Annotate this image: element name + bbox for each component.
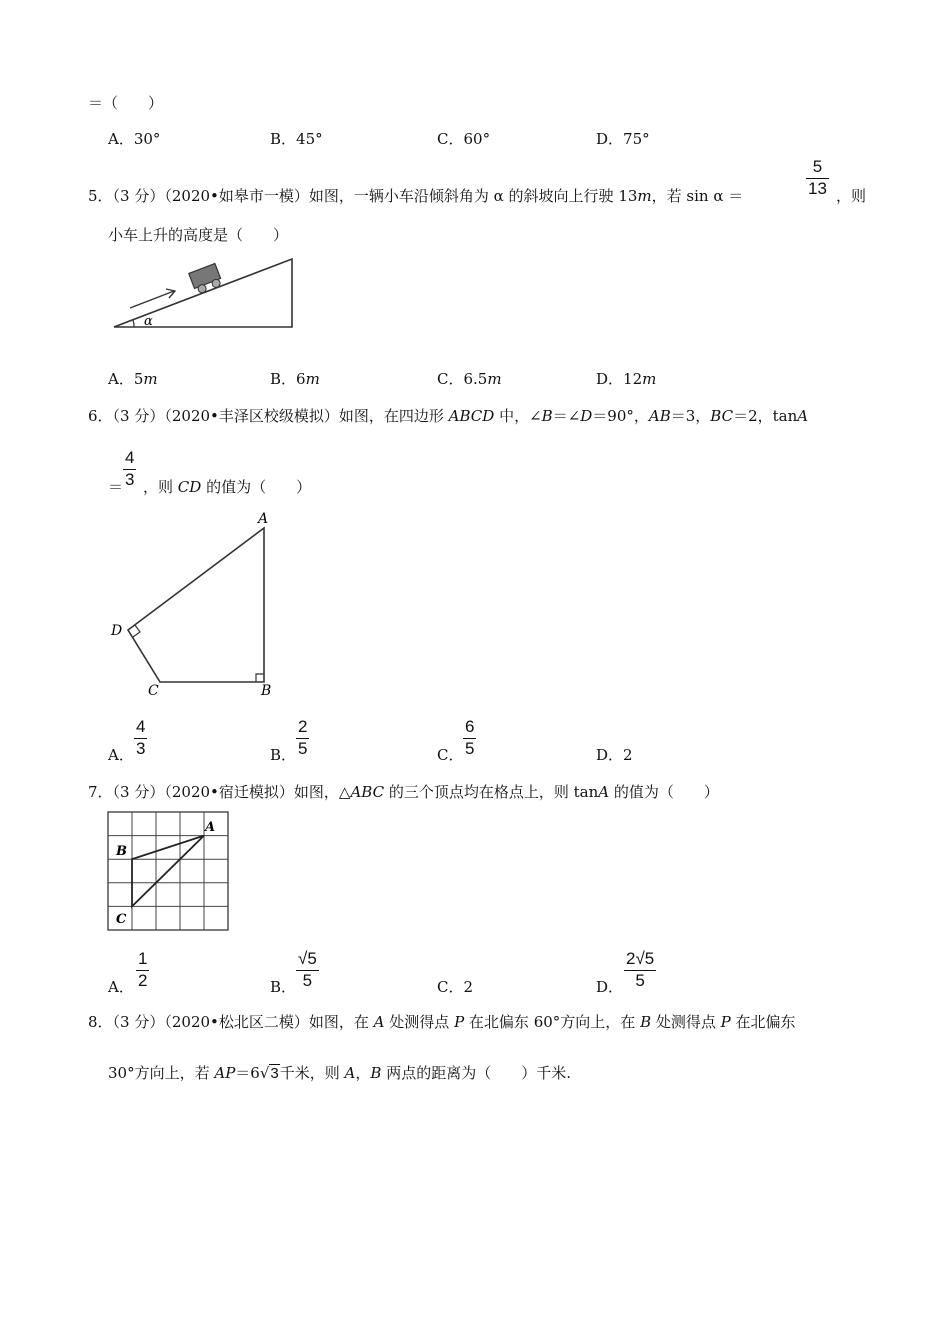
q5-sin-fraction: 5 13 (808, 157, 827, 198)
q5-slope-figure (108, 255, 300, 335)
right-angle-d (133, 625, 140, 637)
q7-stem: 7．（3 分）（2020•宿迁模拟）如图，△ABC 的三个顶点均在格点上，则 tanA 的值为（ ） (88, 783, 719, 801)
vertex-d-label: D (111, 623, 123, 639)
q7-option-d-fraction[interactable]: 2√5 5 (626, 949, 655, 990)
q8-stem-line1: 8．（3 分）（2020•松北区二模）如图，在 A 处测得点 P 在北偏东 60°方向上，在 B 处测得点 P 在北偏东 (88, 1013, 796, 1031)
vertex-b-label: B (261, 683, 272, 699)
q5-option-c[interactable]: C．6.5m (437, 370, 502, 388)
q6-option-c-letter[interactable]: C． (437, 746, 464, 764)
q5-stem-line1: 5．（3 分）（2020•如皋市一模）如图，一辆小车沿倾斜角为 α 的斜坡向上行驶 13m，若 sin α ＝ (88, 187, 744, 205)
direction-arrow (130, 291, 174, 308)
q5-stem-line2: 小车上升的高度是（ ） (108, 226, 289, 244)
q6-option-a-letter[interactable]: A． (108, 746, 134, 764)
grid-vertex-a-label: A (205, 820, 216, 835)
q8-stem-line2: 30°方向上，若 AP＝6√3千米，则 A，B 两点的距离为（ ）千米. (108, 1064, 571, 1082)
q7-option-c[interactable]: C．2 (437, 978, 474, 996)
q6-option-d[interactable]: D．2 (596, 746, 633, 764)
q7-grid-figure (104, 808, 232, 934)
q7-option-b-fraction[interactable]: √5 5 (298, 949, 317, 990)
q6-stem-line1: 6．（3 分）（2020•丰泽区校级模拟）如图，在四边形 ABCD 中，∠B＝∠D＝90°，AB＝3，BC＝2，tanA (88, 407, 809, 425)
q6-tan-fraction: 4 3 (125, 448, 135, 489)
q4-option-a[interactable]: A．30° (108, 130, 161, 148)
grid-vertex-b-label: B (116, 844, 127, 859)
q4-option-b[interactable]: B．45° (270, 130, 323, 148)
vertex-c-label: C (148, 683, 159, 699)
quadrilateral-abcd (128, 528, 264, 682)
q6-option-a-fraction[interactable]: 4 3 (136, 717, 146, 758)
q4-option-c[interactable]: C．60° (437, 130, 491, 148)
sqrt-symbol: √3 (259, 1064, 279, 1082)
vertex-a-label: A (258, 511, 269, 527)
right-angle-b (256, 674, 264, 682)
q6-eq-sign: ＝ (108, 478, 124, 496)
q7-option-a-fraction[interactable]: 1 2 (138, 949, 148, 990)
q7-option-b-letter[interactable]: B． (270, 978, 297, 996)
q6-stem-line2: ，则 CD 的值为（ ） (143, 478, 312, 496)
grid-vertex-c-label: C (116, 912, 127, 927)
angle-alpha-label: α (144, 314, 153, 329)
q5-stem-end: ，则 (836, 187, 867, 205)
triangle-abc (132, 836, 204, 907)
q5-option-a[interactable]: A．5m (108, 370, 158, 388)
q6-option-c-fraction[interactable]: 6 5 (465, 717, 475, 758)
angle-arc (133, 320, 134, 327)
cart-icon (189, 263, 223, 295)
q6-quadrilateral-figure (104, 506, 284, 702)
q6-option-b-fraction[interactable]: 2 5 (298, 717, 308, 758)
q7-option-d-letter[interactable]: D． (596, 978, 624, 996)
q5-option-b[interactable]: B．6m (270, 370, 320, 388)
q5-option-d[interactable]: D．12m (596, 370, 657, 388)
q7-option-a-letter[interactable]: A． (108, 978, 134, 996)
q4-option-d[interactable]: D．75° (596, 130, 650, 148)
q4-tail: ＝（ ） (88, 94, 164, 112)
q6-option-b-letter[interactable]: B． (270, 746, 297, 764)
